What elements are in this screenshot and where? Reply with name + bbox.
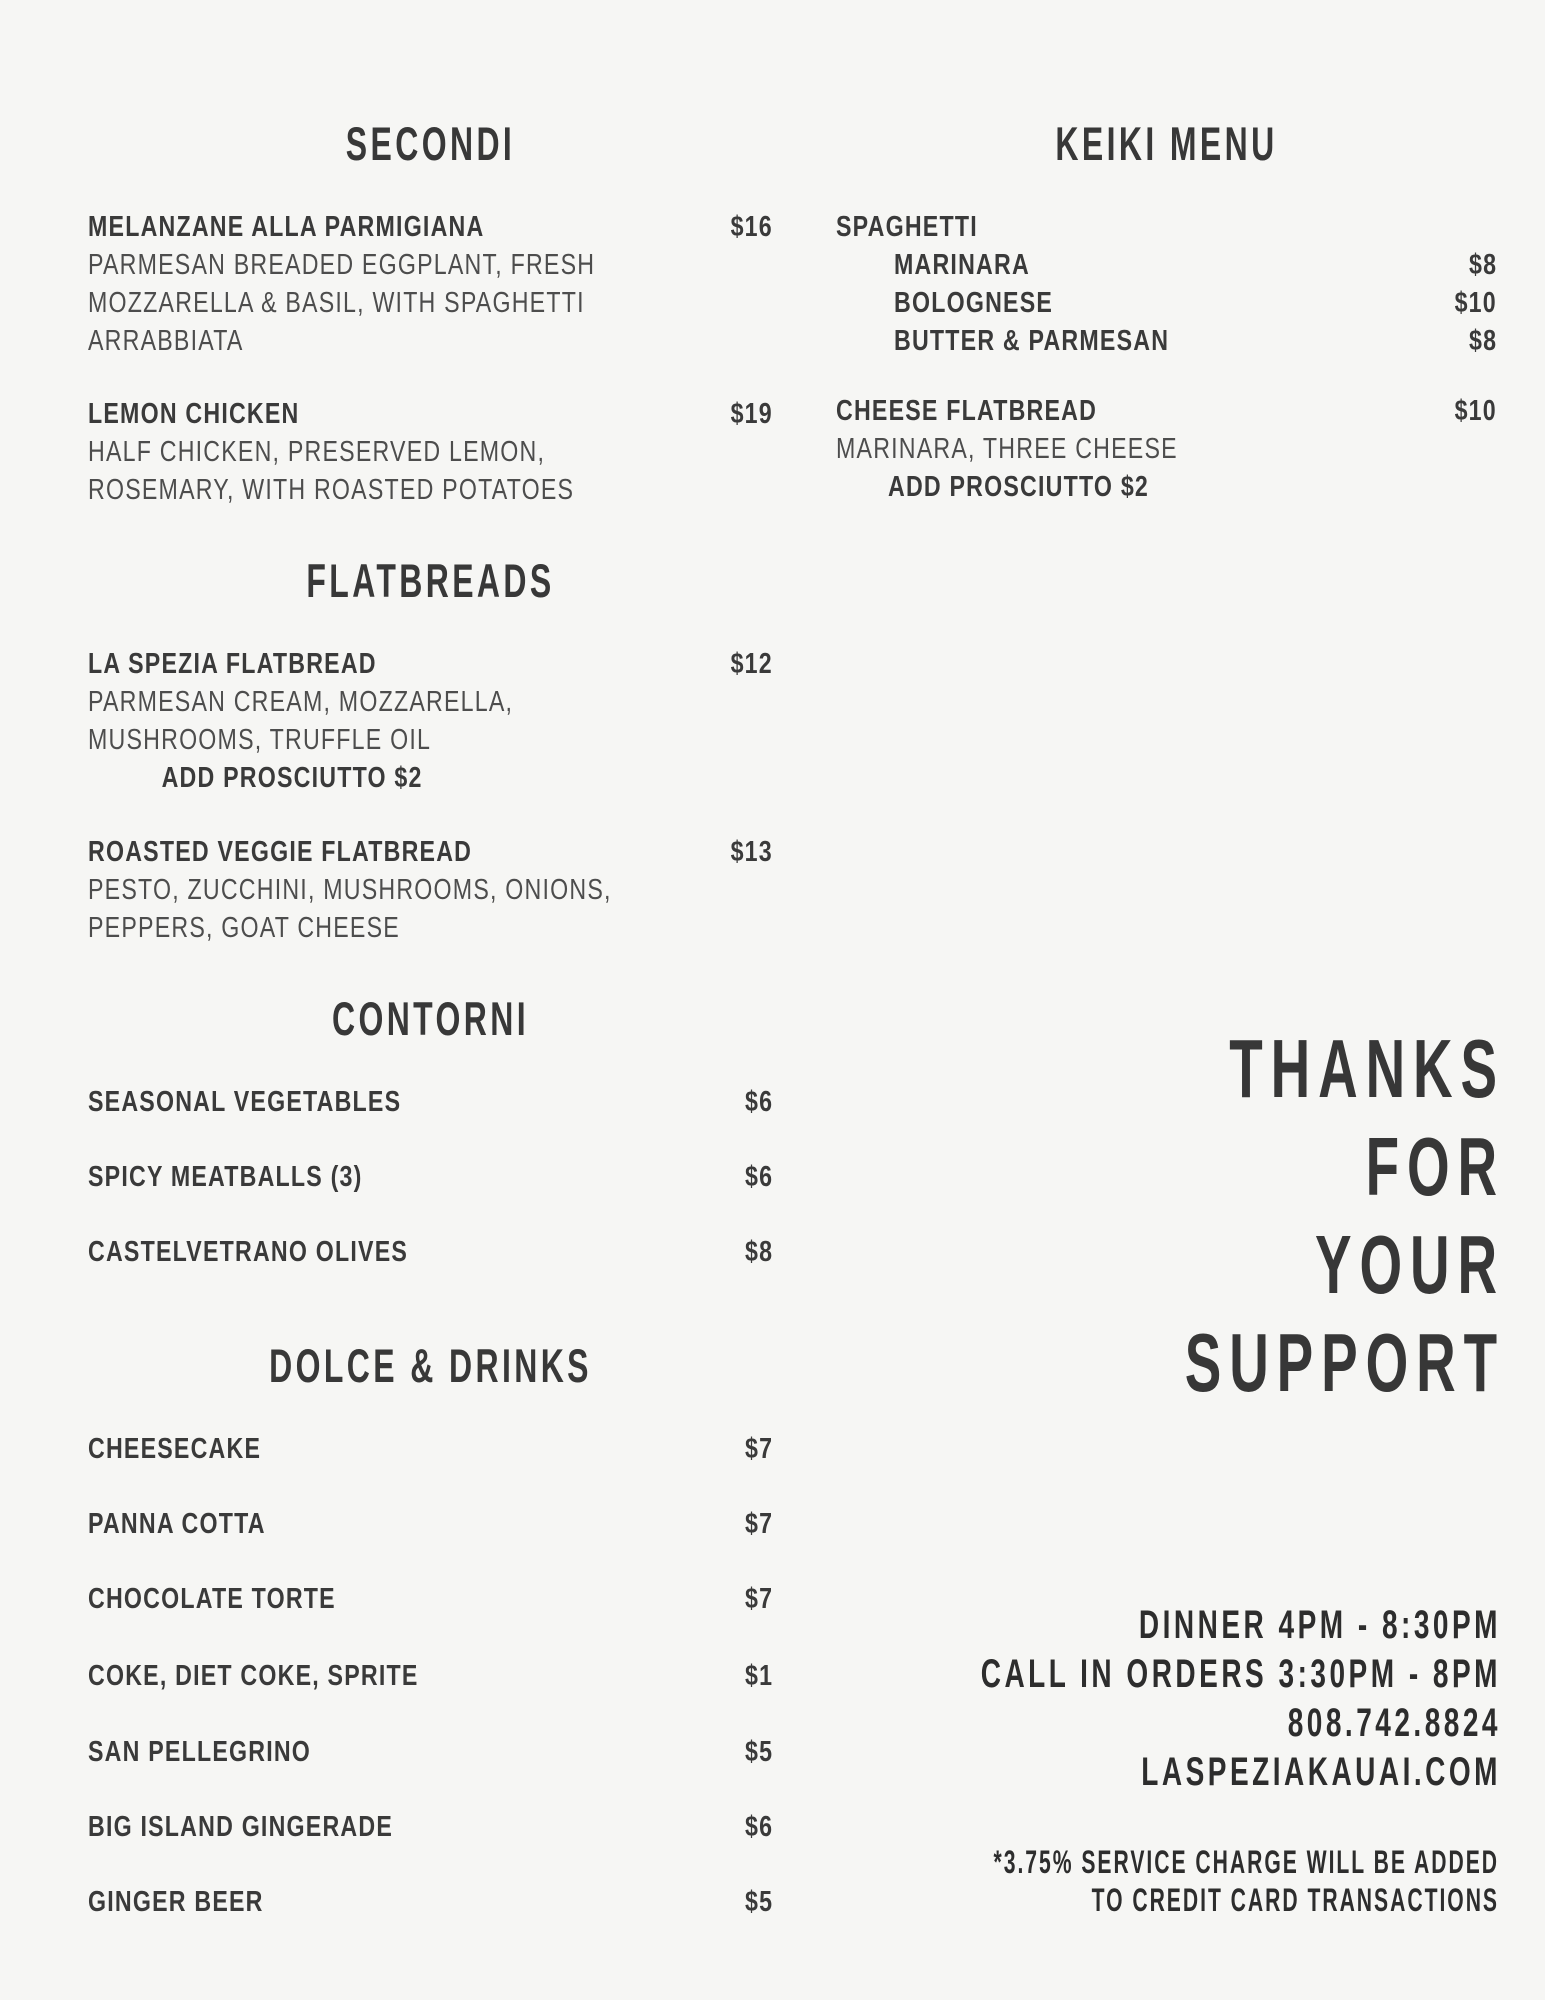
item-name: CHEESE FLATBREAD	[836, 395, 1098, 427]
item-sub-row	[836, 284, 1497, 322]
item-desc-line: ARRABBIATA	[88, 325, 244, 357]
item-row	[88, 395, 773, 433]
item-name: GINGER BEER	[88, 1886, 264, 1918]
phone-number: 808.742.8824	[1287, 1701, 1501, 1745]
item-row	[88, 1505, 773, 1543]
item-price: $7	[744, 1433, 773, 1465]
service-charge-line: *3.75% SERVICE CHARGE WILL BE ADDED	[993, 1844, 1499, 1880]
item-name: LA SPEZIA FLATBREAD	[88, 648, 377, 680]
item-name: CHEESECAKE	[88, 1433, 262, 1465]
item-price: $16	[730, 211, 773, 243]
item-row	[88, 833, 773, 871]
item-row	[88, 1083, 773, 1121]
item-name: ROASTED VEGGIE FLATBREAD	[88, 836, 473, 868]
item-row	[88, 645, 773, 683]
section-heading-dolce-drinks: DOLCE & DRINKS	[269, 1339, 592, 1392]
menu-item-big-island-gingerade	[88, 1808, 773, 1846]
thanks-message	[737, 1020, 1505, 1412]
menu-item-roasted-veggie-flatbread	[88, 833, 773, 947]
item-desc-line: PARMESAN CREAM, MOZZARELLA,	[88, 686, 514, 718]
item-row	[88, 1233, 773, 1271]
menu-item-panna-cotta	[88, 1505, 773, 1543]
item-price: $6	[744, 1811, 773, 1843]
thanks-line: FOR	[1365, 1120, 1505, 1213]
item-price: $5	[744, 1736, 773, 1768]
item-desc-line: MOZZARELLA & BASIL, WITH SPAGHETTI	[88, 287, 585, 319]
item-price: $10	[1454, 395, 1497, 427]
item-desc-line: MUSHROOMS, TRUFFLE OIL	[88, 724, 432, 756]
section-heading-flatbreads: FLATBREADS	[306, 554, 555, 607]
item-price: $5	[744, 1886, 773, 1918]
contact-info	[597, 1601, 1501, 1797]
menu-item-castelvetrano-olives	[88, 1233, 773, 1271]
thanks-line: SUPPORT	[1184, 1316, 1505, 1409]
item-row	[836, 208, 1497, 246]
item-price: $6	[744, 1161, 773, 1193]
item-option-name: MARINARA	[894, 249, 1030, 281]
dinner-hours: DINNER 4PM - 8:30PM	[1138, 1603, 1501, 1647]
item-name: SEASONAL VEGETABLES	[88, 1086, 402, 1118]
item-sub-row	[836, 246, 1497, 284]
item-name: SAN PELLEGRINO	[88, 1736, 312, 1768]
item-name: CASTELVETRANO OLIVES	[88, 1236, 409, 1268]
item-option-price: $8	[1468, 325, 1497, 357]
menu-item-la-spezia-flatbread	[88, 645, 773, 797]
item-price: $19	[730, 398, 773, 430]
item-option-name: BOLOGNESE	[894, 287, 1054, 319]
item-price: $7	[744, 1508, 773, 1540]
service-charge-note	[597, 1843, 1497, 1919]
menu-item-cheesecake	[88, 1430, 773, 1468]
item-option-name: BUTTER & PARMESAN	[894, 325, 1170, 357]
section-heading-secondi: SECONDI	[345, 117, 516, 170]
menu-item-cheese-flatbread	[836, 392, 1497, 506]
item-option-price: $10	[1454, 287, 1497, 319]
item-price: $7	[744, 1583, 773, 1615]
item-price: $13	[730, 836, 773, 868]
menu-item-seasonal-vegetables	[88, 1083, 773, 1121]
item-name: CHOCOLATE TORTE	[88, 1583, 336, 1615]
item-name: PANNA COTTA	[88, 1508, 266, 1540]
item-desc-line: ROSEMARY, WITH ROASTED POTATOES	[88, 474, 575, 506]
section-heading-contorni: CONTORNI	[331, 992, 530, 1045]
item-option-price: $8	[1468, 249, 1497, 281]
item-sub-row	[836, 322, 1497, 360]
item-price: $6	[744, 1086, 773, 1118]
item-name: BIG ISLAND GINGERADE	[88, 1811, 393, 1843]
item-desc-line: PESTO, ZUCCHINI, MUSHROOMS, ONIONS,	[88, 874, 612, 906]
thanks-line: YOUR	[1315, 1218, 1505, 1311]
item-row	[88, 1430, 773, 1468]
item-desc-line: HALF CHICKEN, PRESERVED LEMON,	[88, 436, 546, 468]
thanks-line: THANKS	[1229, 1022, 1505, 1115]
item-add-note: ADD PROSCIUTTO $2	[888, 471, 1150, 503]
item-name: LEMON CHICKEN	[88, 398, 300, 430]
item-price: $8	[744, 1236, 773, 1268]
menu-item-spicy-meatballs	[88, 1158, 773, 1196]
item-row	[836, 392, 1497, 430]
item-name: MELANZANE ALLA PARMIGIANA	[88, 211, 485, 243]
item-desc-line: PARMESAN BREADED EGGPLANT, FRESH	[88, 249, 596, 281]
item-desc-line: PEPPERS, GOAT CHEESE	[88, 912, 400, 944]
item-add-note: ADD PROSCIUTTO $2	[161, 762, 423, 794]
item-name: SPAGHETTI	[836, 211, 978, 243]
item-name: COKE, DIET COKE, SPRITE	[88, 1660, 419, 1692]
item-price: $1	[744, 1660, 773, 1692]
menu-item-melanzane	[88, 208, 773, 360]
item-name: SPICY MEATBALLS (3)	[88, 1161, 363, 1193]
item-row	[88, 1808, 773, 1846]
item-desc-line: MARINARA, THREE CHEESE	[836, 433, 1178, 465]
call-in-hours: CALL IN ORDERS 3:30PM - 8PM	[980, 1652, 1501, 1696]
item-row	[88, 1158, 773, 1196]
website-url: LASPEZIAKAUAI.COM	[1141, 1750, 1501, 1794]
item-row	[88, 208, 773, 246]
menu-item-spaghetti	[836, 208, 1497, 360]
item-price: $12	[730, 648, 773, 680]
menu-item-lemon-chicken	[88, 395, 773, 509]
service-charge-line: TO CREDIT CARD TRANSACTIONS	[1091, 1882, 1499, 1918]
section-heading-keiki-menu: KEIKI MENU	[1055, 117, 1278, 170]
